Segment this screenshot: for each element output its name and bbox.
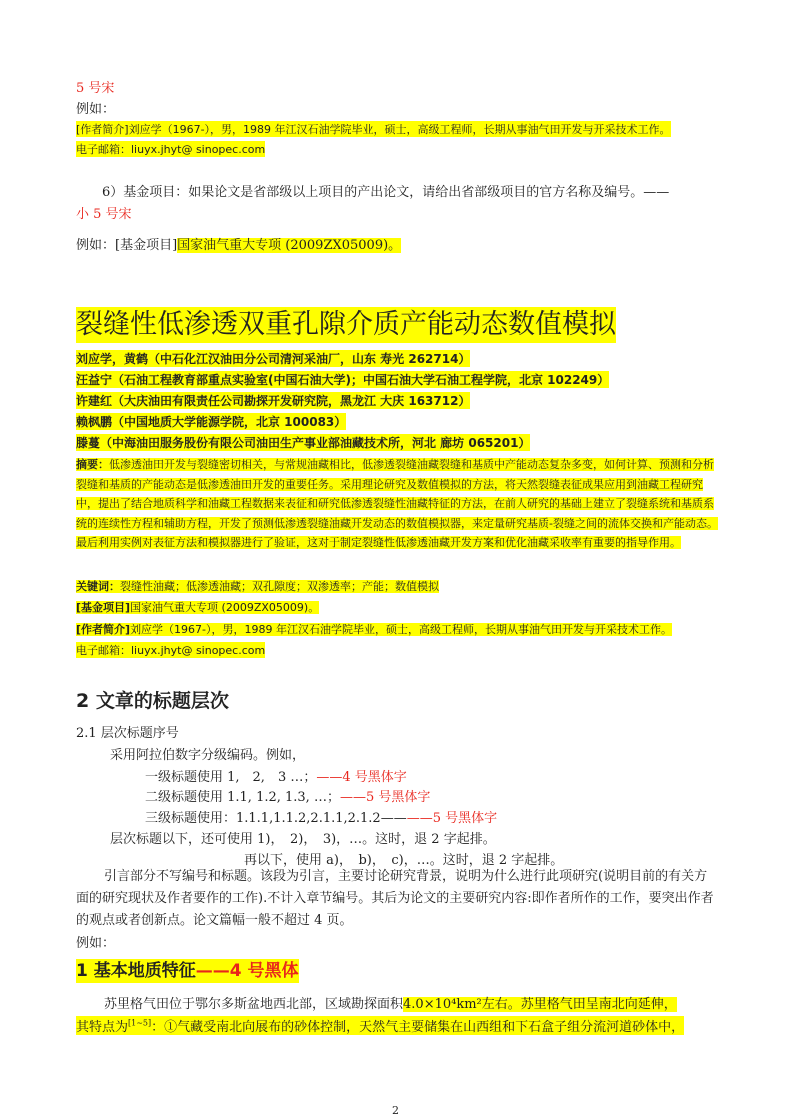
- sub-heading: 2.1 层次标题序号: [76, 726, 179, 741]
- author-line: 刘应学，黄鹤（中石化江汉油田分公司清河采油厂，山东 寿光 262714）: [76, 352, 471, 366]
- level1-font-note: ——4 号黑体字: [316, 770, 407, 785]
- level1-rule: 一级标题使用 1, 2, 3 …；——4 号黑体字: [145, 770, 407, 785]
- body-line: 其特点为[1~5]：①气藏受南北向展布的砂体控制，天然气主要储集在山西组和下石盒子组分流河道砂体中，: [76, 1016, 684, 1035]
- fund-instruction: 6）基金项目：如果论文是省部级以上项目的产出论文，请给出省部级项目的官方名称及编号。——: [102, 185, 670, 200]
- author-line: 赖枫鹏（中国地质大学能源学院，北京 100083）: [76, 415, 347, 429]
- abstract-text: 低渗透油田开发与裂缝密切相关，与常规油藏相比，低渗透裂缝油藏裂缝和基质中产能动态复杂多变，如何计算、预测和分析裂缝和基质的产能动态是低渗透油田开发的重要任务。采用理论研究及数值模拟的方法，将天然裂缝表征成果应用到油藏工程研究中，提出了结合地质科学和油藏工程数据来表征和研究低渗透裂缝性油藏特征的方法，在前人研究的基础上建立了裂缝系统和基质系统的连续性方程和辅助方程，开发了预测低渗透裂缝油藏开发动态的数值模拟器，来定量研究基质-裂缝之间的流体交换和产能动态。最后利用实例对表征方法和模拟器进行了验证，这对于制定裂缝性低渗透油藏开发方案和优化油藏采收率有重要的指导作用。: [76, 458, 718, 549]
- page-number: 2: [392, 1104, 399, 1117]
- fund-project: [76, 599, 319, 615]
- numbering-intro: 采用阿拉伯数字分级编码。例如，: [110, 748, 306, 763]
- email: 电子邮箱：liuyx.jhyt@ sinopec.com: [76, 644, 266, 657]
- font-size-note-small5: 小 5 号宋: [76, 207, 132, 222]
- paper-title: 裂缝性低渗透双重孔隙介质产能动态数值模拟: [76, 307, 616, 343]
- author-intro: [76, 621, 672, 637]
- keywords-label: 关键词：: [76, 580, 120, 593]
- fund-example: [76, 234, 401, 253]
- font-size-note: 5 号宋: [76, 81, 115, 96]
- fund-label: [基金项目]: [76, 601, 131, 614]
- intro-paragraph: 引言部分不写编号和标题。该段为引言，主要讨论研究背景，说明为什么进行此项研究(说明目前的有关方面的研究现状及作者要作的工作).不计入章节编号。其后为论文的主要研究内容:即作者所作的工作，要突出作者的观点或者创新点。论文篇幅一般不超过 4 页。: [76, 869, 714, 928]
- author-line: 汪益宁（石油工程教育部重点实验室(中国石油大学)；中国石油大学石油工程学院，北京 102249）: [76, 373, 610, 387]
- abstract-label: 摘要：: [76, 458, 109, 471]
- citation: [1~5]: [128, 1018, 152, 1028]
- further-below-rule: 再以下，使用 a)， b)， c)，…。这时，退 2 字起排。: [244, 853, 564, 868]
- fund-text: 国家油气重大专项 (2009ZX05009)。: [130, 601, 320, 614]
- email-example: 电子邮箱：liuyx.jhyt@ sinopec.com: [76, 143, 266, 156]
- example-label: 例如：: [76, 102, 116, 117]
- author-intro-example: [作者简介]刘应学（1967-），男，1989 年江汉石油学院毕业，硕士，高级工程师，长期从事油气田开发与开采技术工作。: [76, 123, 671, 136]
- level2-rule: 二级标题使用 1.1, 1.2, 1.3, …；——5 号黑体字: [145, 790, 431, 805]
- example-heading: 1 基本地质特征——4 号黑体: [76, 961, 299, 981]
- keywords-text: 裂缝性油藏；低渗透油藏；双孔隙度；双渗透率；产能；数值模拟: [120, 580, 439, 593]
- author-intro-text: 刘应学（1967-），男，1989 年江汉石油学院毕业，硕士，高级工程师，长期从事油气田开发与开采技术工作。: [130, 623, 673, 636]
- section-heading: 2 文章的标题层次: [76, 690, 229, 712]
- fund-example-prefix: 例如：[基金项目]: [76, 238, 178, 253]
- fund-example-value: 国家油气重大专项 (2009ZX05009)。: [177, 238, 402, 253]
- author-intro-label: [作者简介]: [76, 623, 131, 636]
- level3-rule: 三级标题使用：1.1.1,1.1.2,2.1.1,2.1.2————5 号黑体字: [145, 811, 498, 826]
- example-label: 例如：: [76, 936, 116, 951]
- below-levels-rule: 层次标题以下，还可使用 1)， 2)， 3)，…。这时，退 2 字起排。: [110, 832, 496, 847]
- level2-font-note: ——5 号黑体字: [339, 790, 431, 805]
- level3-font-note: ——5 号黑体字: [406, 811, 498, 826]
- body-line: 苏里格气田位于鄂尔多斯盆地西北部，区域勘探面积4.0×10⁴km²左右。苏里格气田呈南北向延伸，: [104, 997, 677, 1012]
- author-line: 许建红（大庆油田有限责任公司勘探开发研究院，黑龙江 大庆 163712）: [76, 394, 471, 408]
- keywords: [76, 578, 439, 594]
- author-line: 滕蔓（中海油田服务股份有限公司油田生产事业部油藏技术所，河北 廊坊 065201）: [76, 436, 531, 450]
- abstract: [76, 455, 718, 553]
- example-heading-note: ——4 号黑体: [195, 961, 299, 981]
